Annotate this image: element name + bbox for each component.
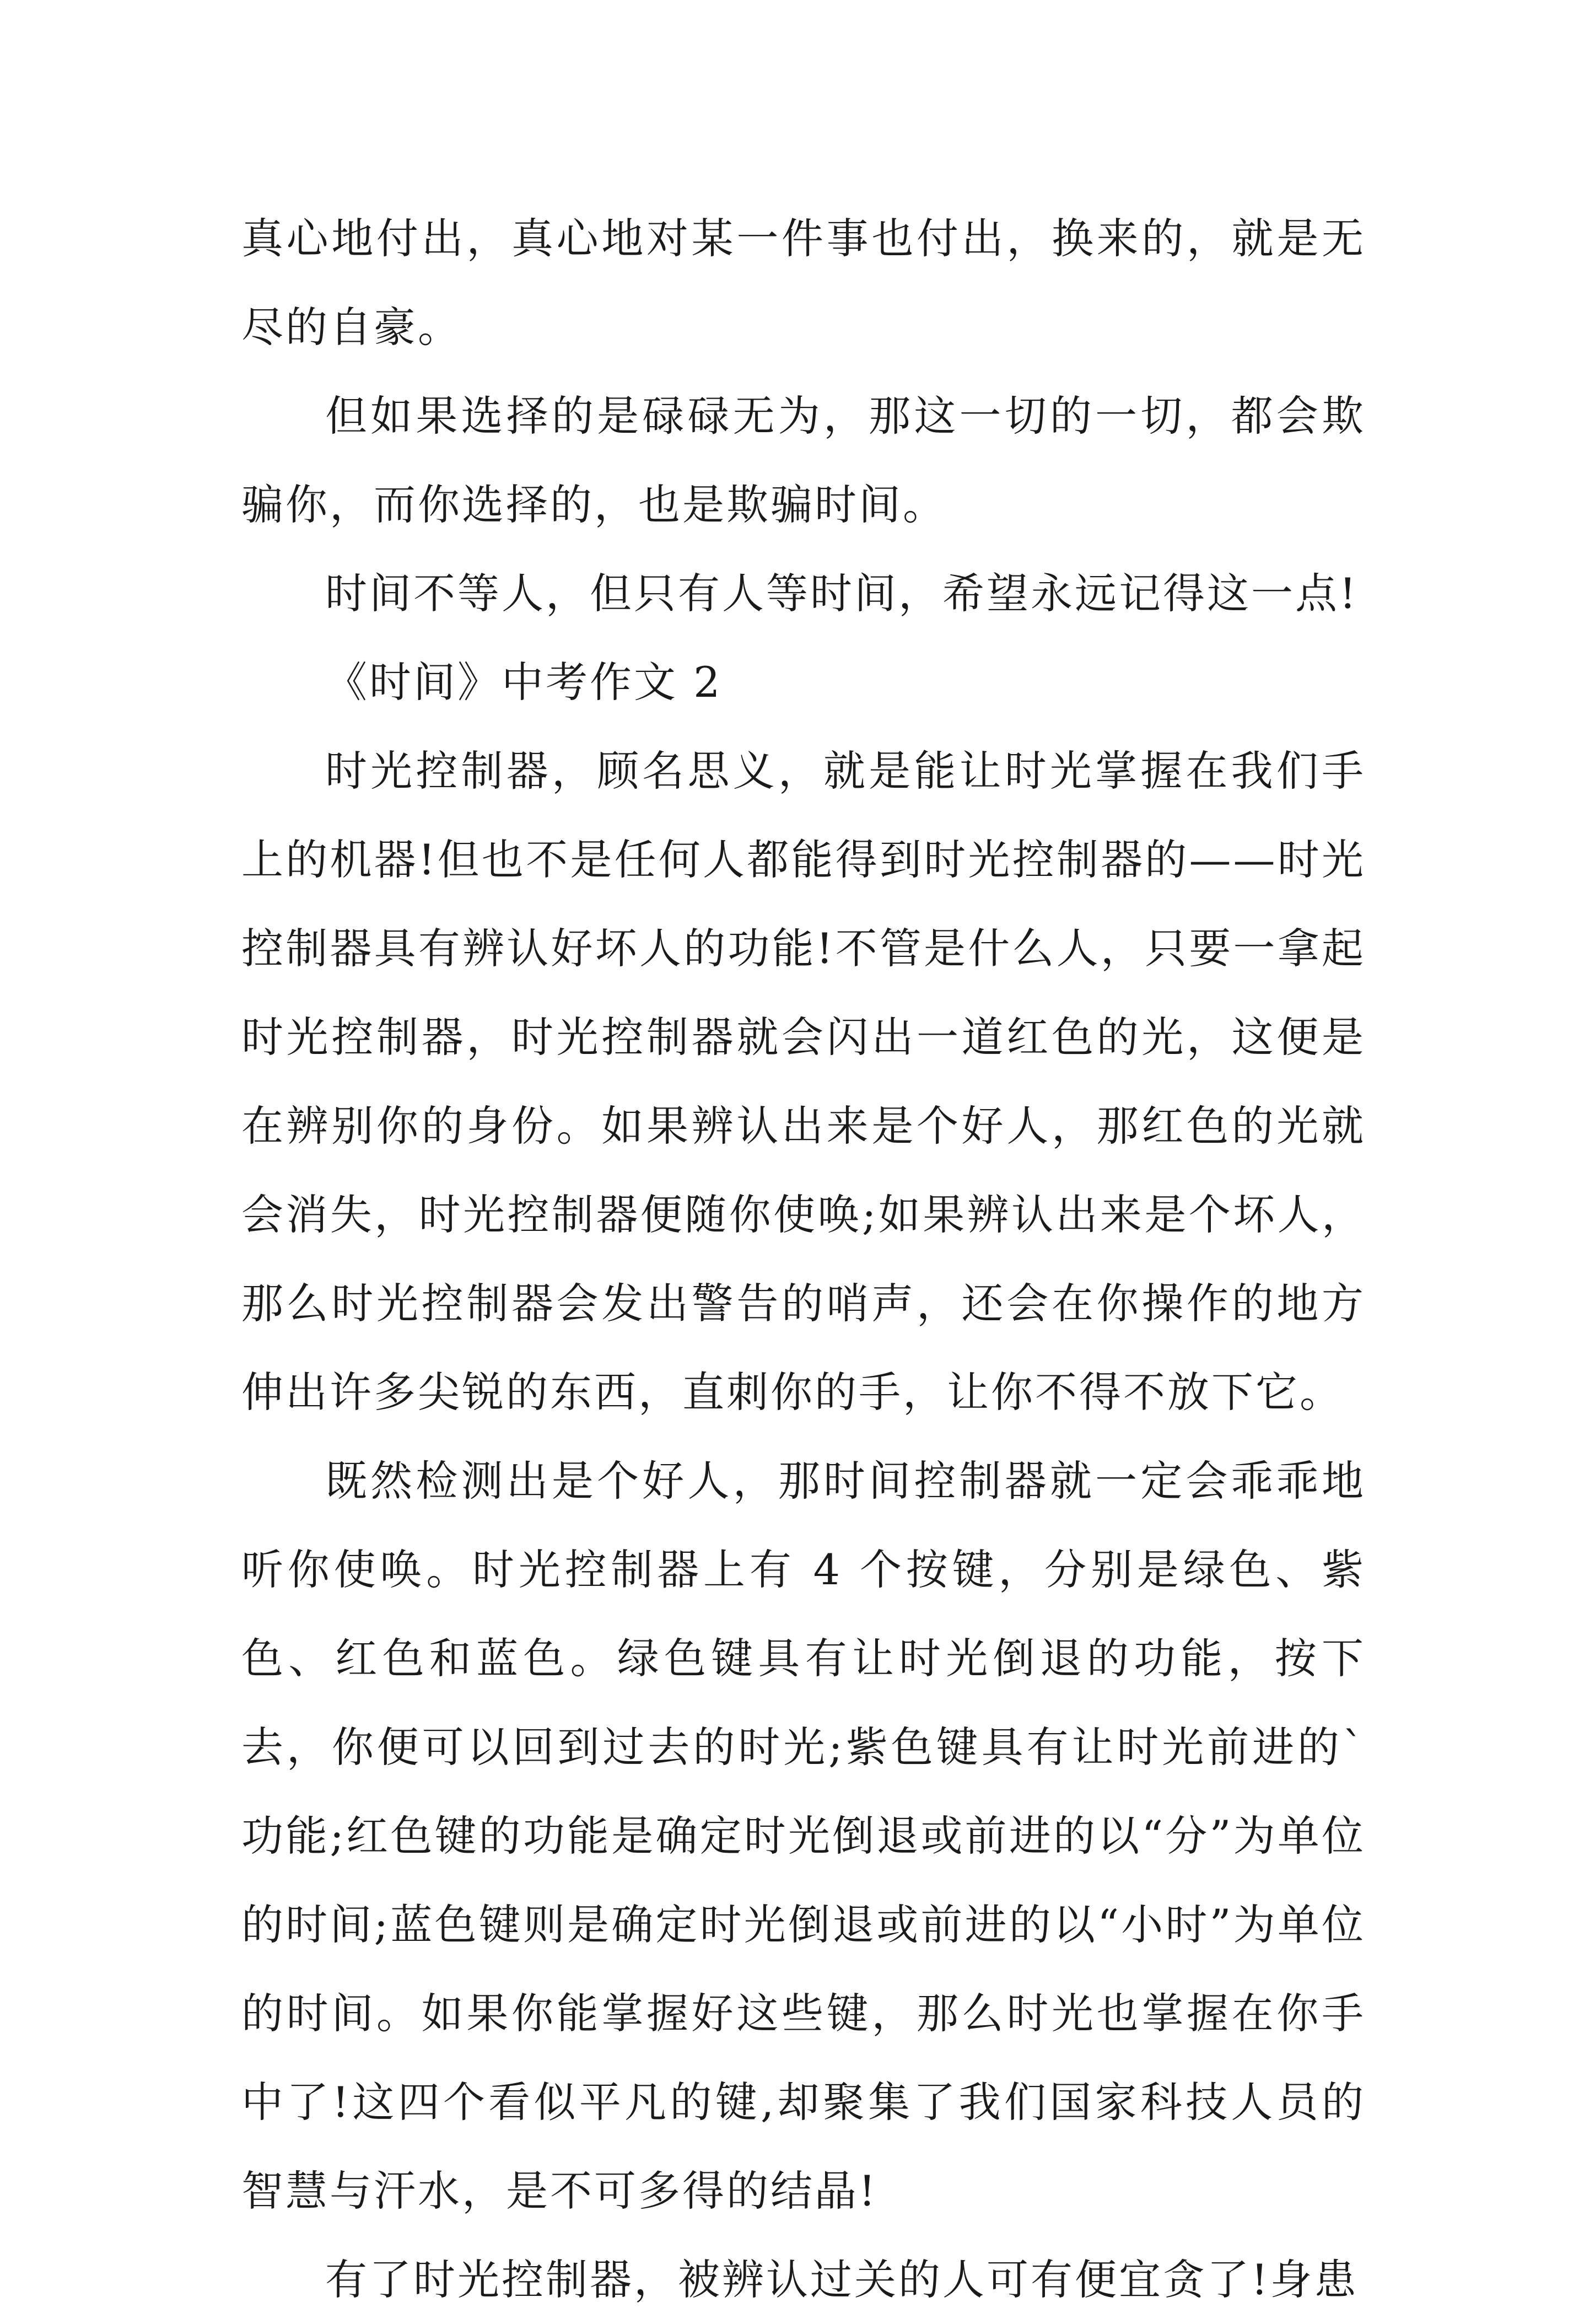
paragraph: 既然检测出是个好人，那时间控制器就一定会乖乖地听你使唤。时光控制器上有 4 个按键，分别是绿色、紫色、红色和蓝色。绿色键具有让时光倒退的功能，按下去，你便可以回到过去的时光;紫色键具有让时光前进的`功能;红色键的功能是确定时光倒退或前进的以“分”为单位的时间;蓝色键则是确定时光倒退或前进的以“小时”为单位的时间。如果你能掌握好这些键，那么时光也掌握在你手中了!这四个看似平凡的键,却聚集了我们国家科技人员的智慧与汗水，是不可多得的结晶! [241, 1456, 1366, 2215]
paragraph: 但如果选择的是碌碌无为，那这一切的一切，都会欺骗你，而你选择的，也是欺骗时间。 [241, 391, 1366, 529]
section-title: 《时间》中考作文 2 [325, 658, 723, 707]
paragraph: 时光控制器，顾名思义，就是能让时光掌握在我们手上的机器!但也不是任何人都能得到时光控制器的——时光控制器具有辨认好坏人的功能!不管是什么人，只要一拿起时光控制器，时光控制器就会闪出一道红色的光，这便是在辨别你的身份。如果辨认出来是个好人，那红色的光就会消失，时光控制器便随你使唤;如果辨认出来是个坏人，那么时光控制器会发出警告的哨声，还会在你操作的地方伸出许多尖锐的东西，直刺你的手，让你不得不放下它。 [241, 746, 1366, 1417]
paragraph-continuation: 真心地付出，真心地对某一件事也付出，换来的，就是无尽的自豪。 [241, 214, 1366, 352]
paragraph: 时间不等人，但只有人等时间，希望永远记得这一点! [325, 569, 1359, 618]
document-body [241, 194, 1366, 2324]
paragraph: 有了时光控制器，被辨认过关的人可有便宜贪了!身患 [325, 2255, 1359, 2304]
